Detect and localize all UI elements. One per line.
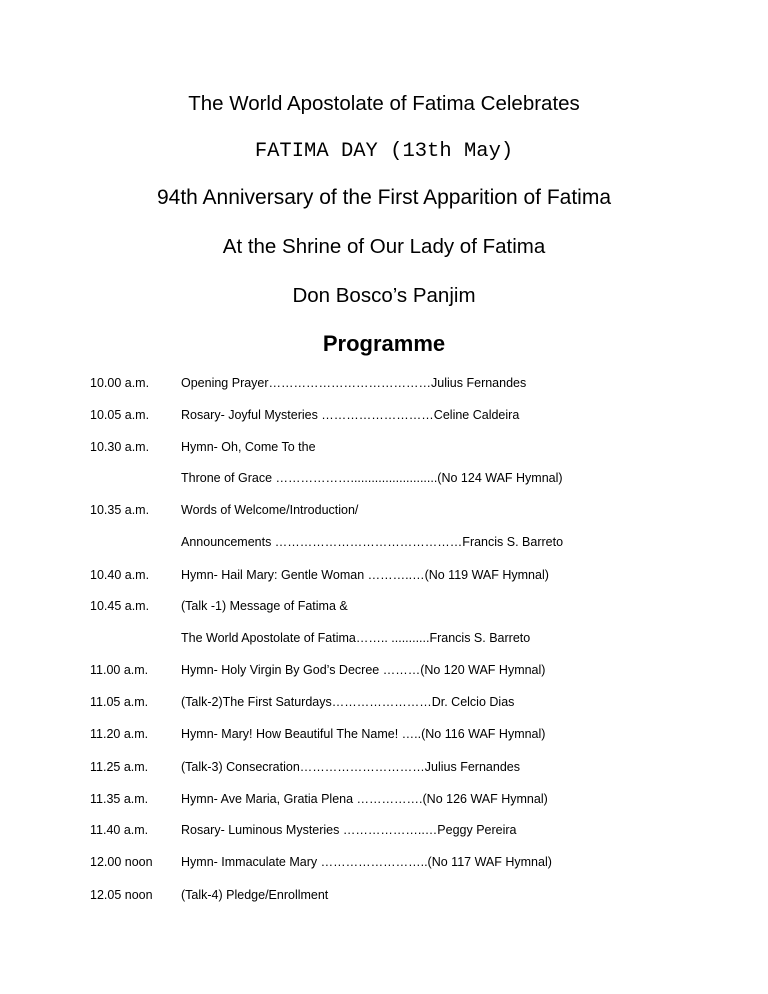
programme-item: Opening Prayer…………………………………Julius Fernandes: [181, 376, 527, 390]
programme-time: 11.05 a.m.: [90, 695, 149, 709]
programme-item: Rosary- Luminous Mysteries ………………..…Peggy Pereira: [181, 823, 517, 837]
programme-row: [0, 629, 768, 647]
heading-anniversary: 94th Anniversary of the First Apparition of Fatima: [156, 186, 612, 209]
programme-row: [0, 406, 768, 424]
programme-time: 10.40 a.m.: [90, 568, 150, 582]
programme-row: [0, 725, 768, 743]
programme-time: 11.20 a.m.: [90, 727, 149, 741]
programme-title: Programme: [322, 331, 446, 356]
programme-row: [0, 886, 768, 904]
programme-item: (Talk -1) Message of Fatima &: [181, 599, 348, 613]
programme-row: [0, 758, 768, 776]
heading-celebrates: The World Apostolate of Fatima Celebrates: [188, 92, 580, 115]
programme-row: [0, 469, 768, 487]
programme-time: 12.00 noon: [90, 855, 153, 869]
programme-time: 11.35 a.m.: [90, 792, 149, 806]
programme-row: [0, 501, 768, 519]
programme-time: 10.05 a.m.: [90, 408, 150, 422]
programme-item: (Talk-2)The First Saturdays……………………Dr. Celcio Dias: [181, 695, 515, 709]
programme-row: [0, 821, 768, 839]
programme-item: Hymn- Hail Mary: Gentle Woman ………..…(No 119 WAF Hymnal): [181, 568, 549, 582]
programme-item: (Talk-3) Consecration…………………………Julius Fernandes: [181, 760, 520, 774]
programme-item: Hymn- Holy Virgin By God’s Decree ………(No 120 WAF Hymnal): [181, 663, 546, 677]
programme-item: The World Apostolate of Fatima…….. ...........Francis S. Barreto: [181, 631, 531, 645]
programme-item: Announcements ………………………………………Francis S. Barreto: [181, 535, 564, 549]
programme-item: Hymn- Immaculate Mary ……………………..(No 117 WAF Hymnal): [181, 855, 552, 869]
programme-item: (Talk-4) Pledge/Enrollment: [181, 888, 329, 902]
heading-fatima-day: FATIMA DAY (13th May): [254, 140, 514, 163]
programme-row: [0, 566, 768, 584]
programme-time: 11.25 a.m.: [90, 760, 149, 774]
heading-location: Don Bosco’s Panjim: [292, 284, 476, 307]
programme-item: Hymn- Ave Maria, Gratia Plena …………….(No 126 WAF Hymnal): [181, 792, 548, 806]
programme-row: [0, 438, 768, 456]
programme-row: [0, 533, 768, 551]
programme-item: Hymn- Oh, Come To the: [181, 440, 316, 454]
programme-time: 10.30 a.m.: [90, 440, 150, 454]
programme-row: [0, 790, 768, 808]
programme-row: [0, 661, 768, 679]
programme-item: Hymn- Mary! How Beautiful The Name! …..(No 116 WAF Hymnal): [181, 727, 546, 741]
programme-row: [0, 853, 768, 871]
programme-row: [0, 374, 768, 392]
programme-time: 11.00 a.m.: [90, 663, 149, 677]
programme-time: 10.00 a.m.: [90, 376, 150, 390]
programme-time: 10.35 a.m.: [90, 503, 150, 517]
programme-item: Words of Welcome/Introduction/: [181, 503, 359, 517]
programme-time: 12.05 noon: [90, 888, 153, 902]
programme-row: [0, 597, 768, 615]
programme-item: Throne of Grace ……………….........................(No 124 WAF Hymnal): [181, 471, 563, 485]
programme-time: 11.40 a.m.: [90, 823, 149, 837]
programme-row: [0, 693, 768, 711]
programme-time: 10.45 a.m.: [90, 599, 150, 613]
programme-item: Rosary- Joyful Mysteries ………………………Celine Caldeira: [181, 408, 520, 422]
heading-shrine: At the Shrine of Our Lady of Fatima: [222, 235, 546, 258]
